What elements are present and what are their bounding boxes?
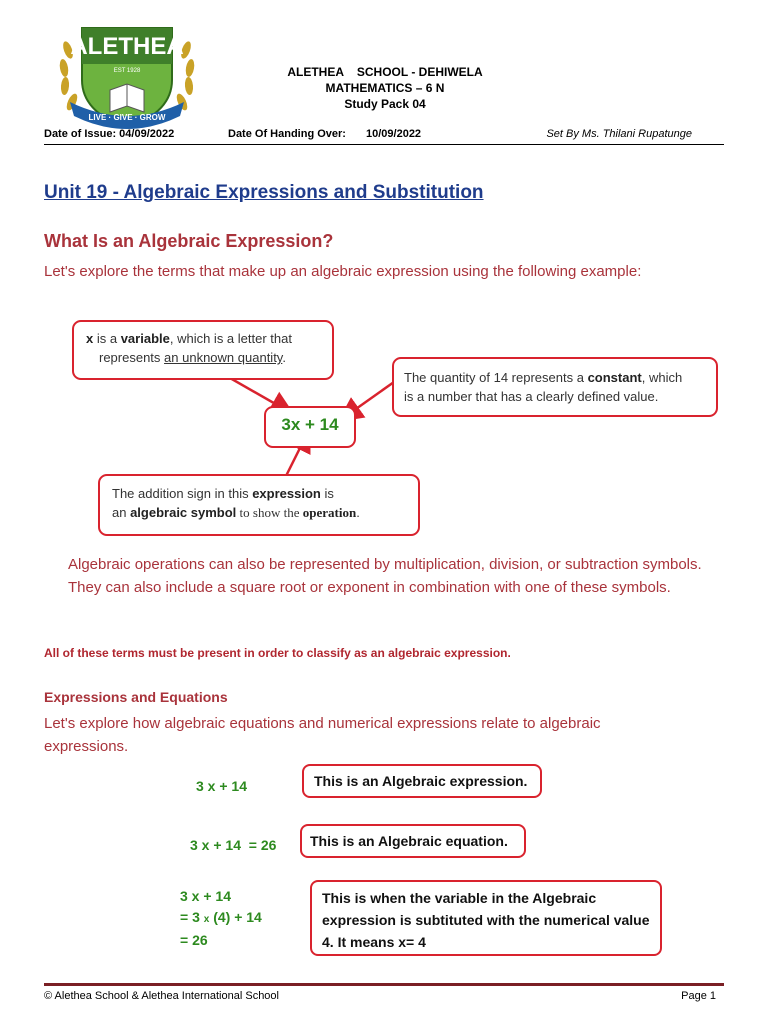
logo-name: ALETHEA — [70, 33, 184, 60]
expression-label-box: This is an Algebraic expression. — [302, 764, 542, 798]
logo-est: EST 1928 — [113, 68, 141, 74]
variable-term: x — [86, 331, 94, 346]
logo-motto: LIVE · GIVE · GROW — [88, 113, 166, 122]
operation-callout: The addition sign in this expression is an algebraic symbol to show the operation. — [98, 474, 420, 536]
subject-name: MATHEMATICS – 6 N — [325, 81, 445, 95]
page-number: Page 1 — [681, 990, 716, 1002]
handing-over-date: 10/09/2022 — [366, 128, 422, 140]
intro-text: Let's explore the terms that make up an algebraic expression using the following example: — [44, 263, 642, 280]
equation-label-box: This is an Algebraic equation. — [300, 824, 526, 858]
footer-copyright: © Alethea School & Alethea International School — [44, 990, 279, 1002]
substitution-label-box: This is when the variable in the Algebraic expression is subtituted with the numerical value 4. It means x= 4 — [310, 880, 662, 956]
section-title: What Is an Algebraic Expression? — [44, 231, 334, 251]
expression-box: 3x + 14 — [264, 406, 356, 448]
study-pack: Study Pack 04 — [344, 97, 426, 111]
constant-callout: The quantity of 14 represents a constant, which is a number that has a clearly defined value. — [392, 357, 718, 417]
unit-title: Unit 19 - Algebraic Expressions and Substitution — [44, 182, 484, 203]
example-equation: 3 x + 14 = 26 — [190, 837, 277, 853]
set-by: Set By Ms. Thilani Rupatunge — [546, 128, 692, 140]
substitution-steps: 3 x + 14 = 3 x (4) + 14 = 26 — [180, 888, 262, 948]
handing-over-label: Date Of Handing Over: — [228, 128, 346, 140]
expressions-equations-intro: Let's explore how algebraic equations and numerical expressions relate to algebraic expressions. — [44, 715, 601, 755]
classification-note: All of these terms must be present in order to classify as an algebraic expression. — [44, 646, 511, 660]
variable-callout: x is a variable, which is a letter that represents an unknown quantity. — [72, 320, 334, 380]
school-name: ALETHEA SCHOOL - DEHIWELA — [287, 65, 483, 79]
issue-date: Date of Issue: 04/09/2022 — [44, 128, 175, 140]
expressions-equations-heading: Expressions and Equations — [44, 689, 228, 705]
operations-paragraph: Algebraic operations can also be represented by multiplication, division, or subtraction symbols. They can also include a square root or exponent in combination with one of these symbols. — [68, 556, 702, 596]
example-expression: 3 x + 14 — [196, 778, 247, 794]
footer-divider — [44, 983, 724, 986]
